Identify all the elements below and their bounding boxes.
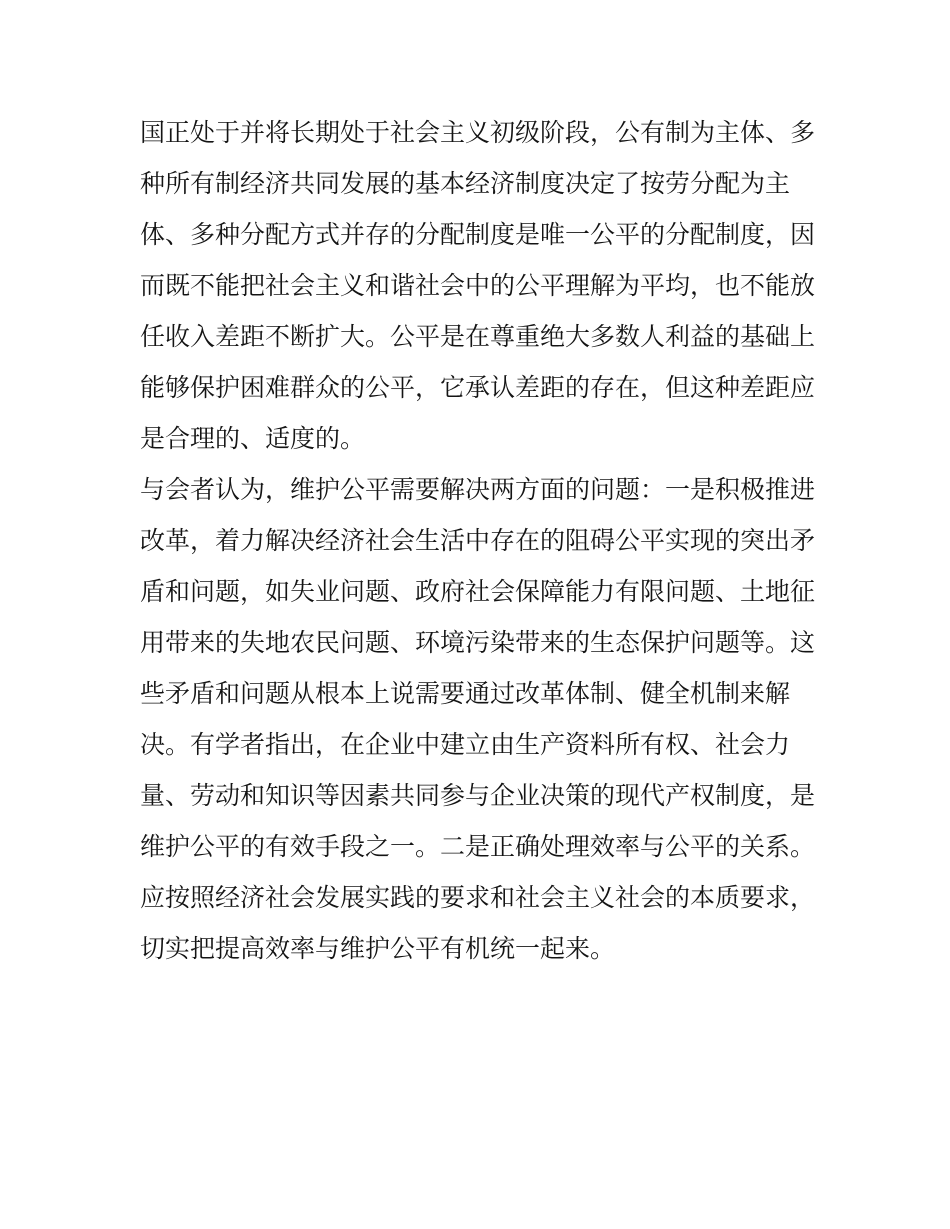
text-line: 维护公平的有效手段之一。二是正确处理效率与公平的关系。 (140, 832, 816, 861)
text-line: 量、劳动和知识等因素共同参与企业决策的现代产权制度，是 (140, 781, 816, 810)
text-line: 决。有学者指出，在企业中建立由生产资料所有权、社会力 (140, 730, 791, 759)
text-line: 改革，着力解决经济社会生活中存在的阻碍公平实现的突出矛 (140, 526, 816, 555)
text-line: 能够保护困难群众的公平，它承认差距的存在，但这种差距应 (140, 373, 816, 402)
text-line: 国正处于并将长期处于社会主义初级阶段，公有制为主体、多 (140, 118, 816, 147)
text-line: 而既不能把社会主义和谐社会中的公平理解为平均，也不能放 (140, 271, 816, 300)
text-line: 体、多种分配方式并存的分配制度是唯一公平的分配制度，因 (140, 220, 816, 249)
text-line: 应按照经济社会发展实践的要求和社会主义社会的本质要求， (140, 883, 816, 912)
text-line: 切实把提高效率与维护公平有机统一起来。 (140, 934, 616, 963)
text-line: 是合理的、适度的。 (140, 424, 366, 453)
text-line: 些矛盾和问题从根本上说需要通过改革体制、健全机制来解 (140, 679, 791, 708)
text-line: 种所有制经济共同发展的基本经济制度决定了按劳分配为主 (140, 169, 791, 198)
body-text (140, 107, 820, 974)
text-line: 与会者认为，维护公平需要解决两方面的问题：一是积极推进 (140, 475, 816, 504)
text-line: 用带来的失地农民问题、环境污染带来的生态保护问题等。这 (140, 628, 816, 657)
text-line: 盾和问题，如失业问题、政府社会保障能力有限问题、土地征 (140, 577, 816, 606)
text-line: 任收入差距不断扩大。公平是在尊重绝大多数人利益的基础上 (140, 322, 816, 351)
